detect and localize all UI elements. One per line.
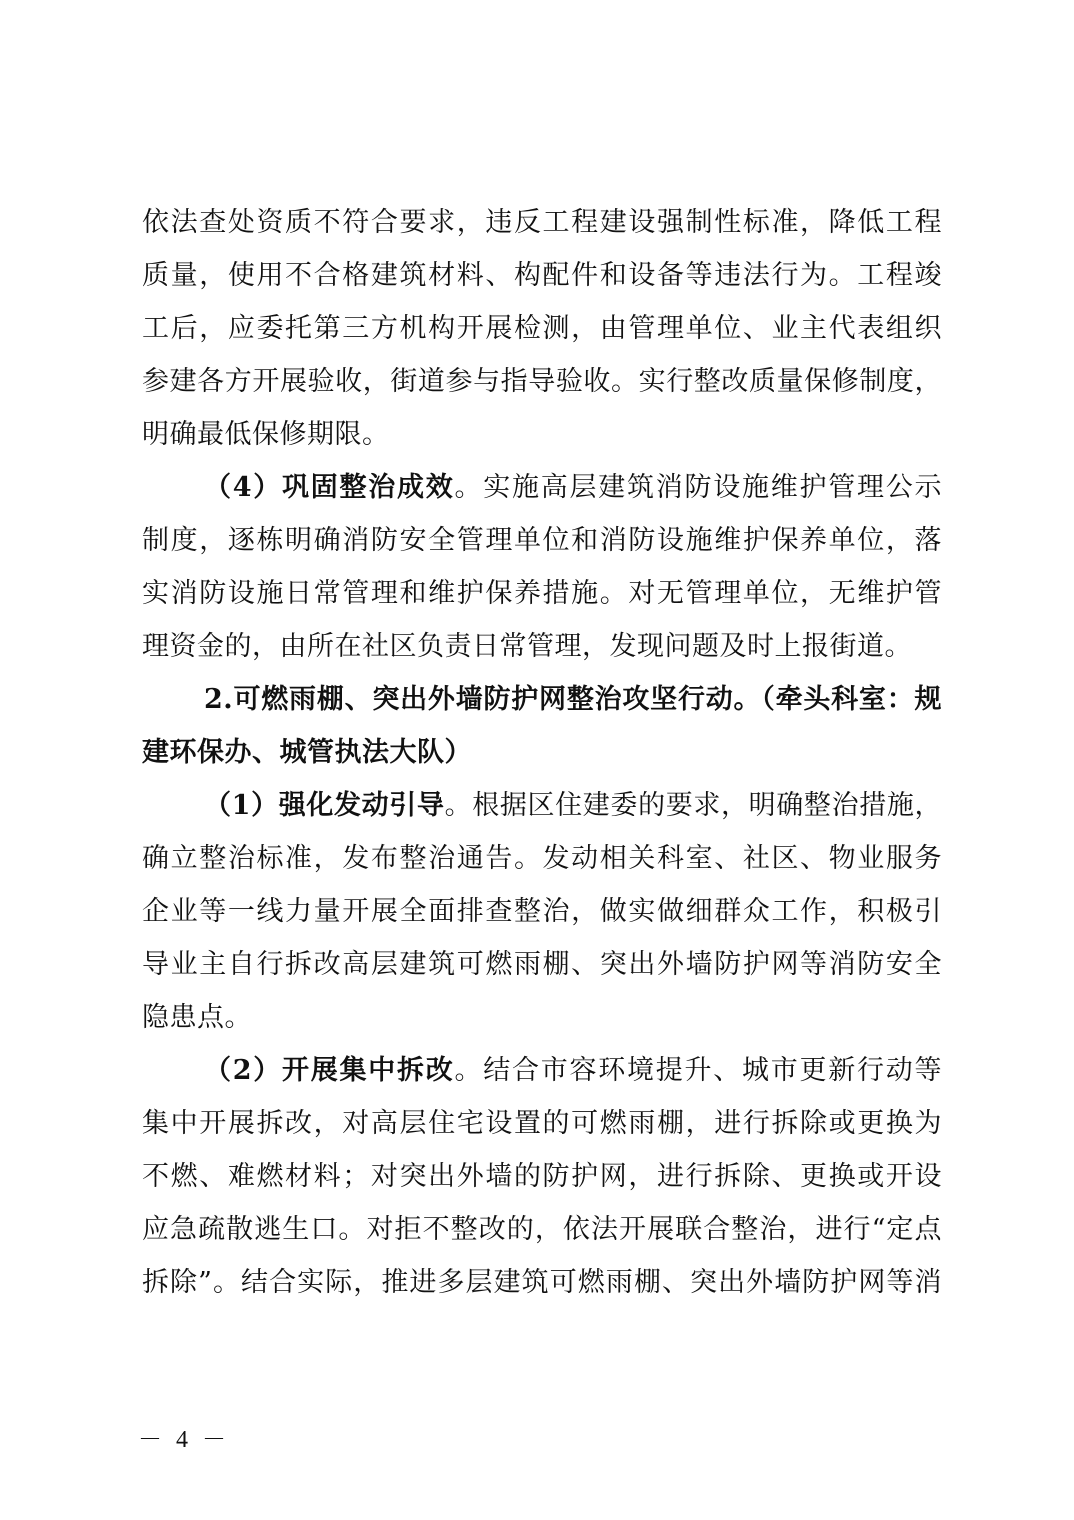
text-line: 理资金的，由所在社区负责日常管理，发现问题及时上报街道。	[142, 631, 912, 662]
text-line	[142, 1044, 942, 1097]
text-line: 制度，逐栋明确消防安全管理单位和消防设施维护保养单位，落	[142, 525, 942, 556]
text-line: 依法查处资质不符合要求，违反工程建设强制性标准，降低工程	[142, 207, 942, 238]
text-line: 实消防设施日常管理和维护保养措施。对无管理单位，无维护管	[142, 578, 942, 609]
paragraph-quality-enforcement	[142, 196, 942, 461]
text-line: 工后，应委托第三方机构开展检测，由管理单位、业主代表组织	[142, 313, 942, 344]
page-number: － 4 －	[138, 1427, 230, 1453]
text-line: 质量，使用不合格建筑材料、构配件和设备等违法行为。工程竣	[142, 260, 942, 291]
text-line: 拆除”。结合实际，推进多层建筑可燃雨棚、突出外墙防护网等消	[142, 1267, 942, 1298]
item-text: 。根据区住建委的要求，明确整治措施，	[444, 790, 942, 821]
text-line: 企业等一线力量开展全面排查整治，做实做细群众工作，积极引	[142, 896, 942, 927]
document-body	[142, 196, 942, 1309]
paragraph-mobilization	[142, 779, 942, 1044]
paragraph-consolidate-results	[142, 461, 942, 673]
item-heading: （2）开展集中拆改	[204, 1055, 455, 1086]
item-text: 。结合市容环境提升、城市更新行动等	[454, 1055, 943, 1086]
text-line: 不燃、难燃材料；对突出外墙的防护网，进行拆除、更换或开设	[142, 1161, 942, 1192]
text-line	[142, 461, 942, 514]
text-line: 导业主自行拆改高层建筑可燃雨棚、突出外墙防护网等消防安全	[142, 949, 942, 980]
item-heading: （1）强化发动引导	[204, 790, 445, 821]
text-line: 应急疏散逃生口。对拒不整改的，依法开展联合整治，进行“定点	[142, 1214, 942, 1245]
text-line: 明确最低保修期限。	[142, 419, 390, 450]
text-line: 隐患点。	[142, 1002, 252, 1033]
section-heading-line: 2.可燃雨棚、突出外墙防护网整治攻坚行动。（牵头科室：规	[204, 684, 942, 715]
text-line: 集中开展拆改，对高层住宅设置的可燃雨棚，进行拆除或更换为	[142, 1108, 942, 1139]
item-heading: （4）巩固整治成效	[204, 472, 455, 503]
text-line: 确立整治标准，发布整治通告。发动相关科室、社区、物业服务	[142, 843, 942, 874]
section-heading-line: 建环保办、城管执法大队）	[142, 737, 472, 768]
section-heading-canopy-netting	[142, 673, 942, 779]
paragraph-centralized-removal	[142, 1044, 942, 1309]
text-line	[142, 779, 942, 832]
text-line: 参建各方开展验收，街道参与指导验收。实行整改质量保修制度，	[142, 366, 942, 397]
item-text: 。实施高层建筑消防设施维护管理公示	[454, 472, 943, 503]
